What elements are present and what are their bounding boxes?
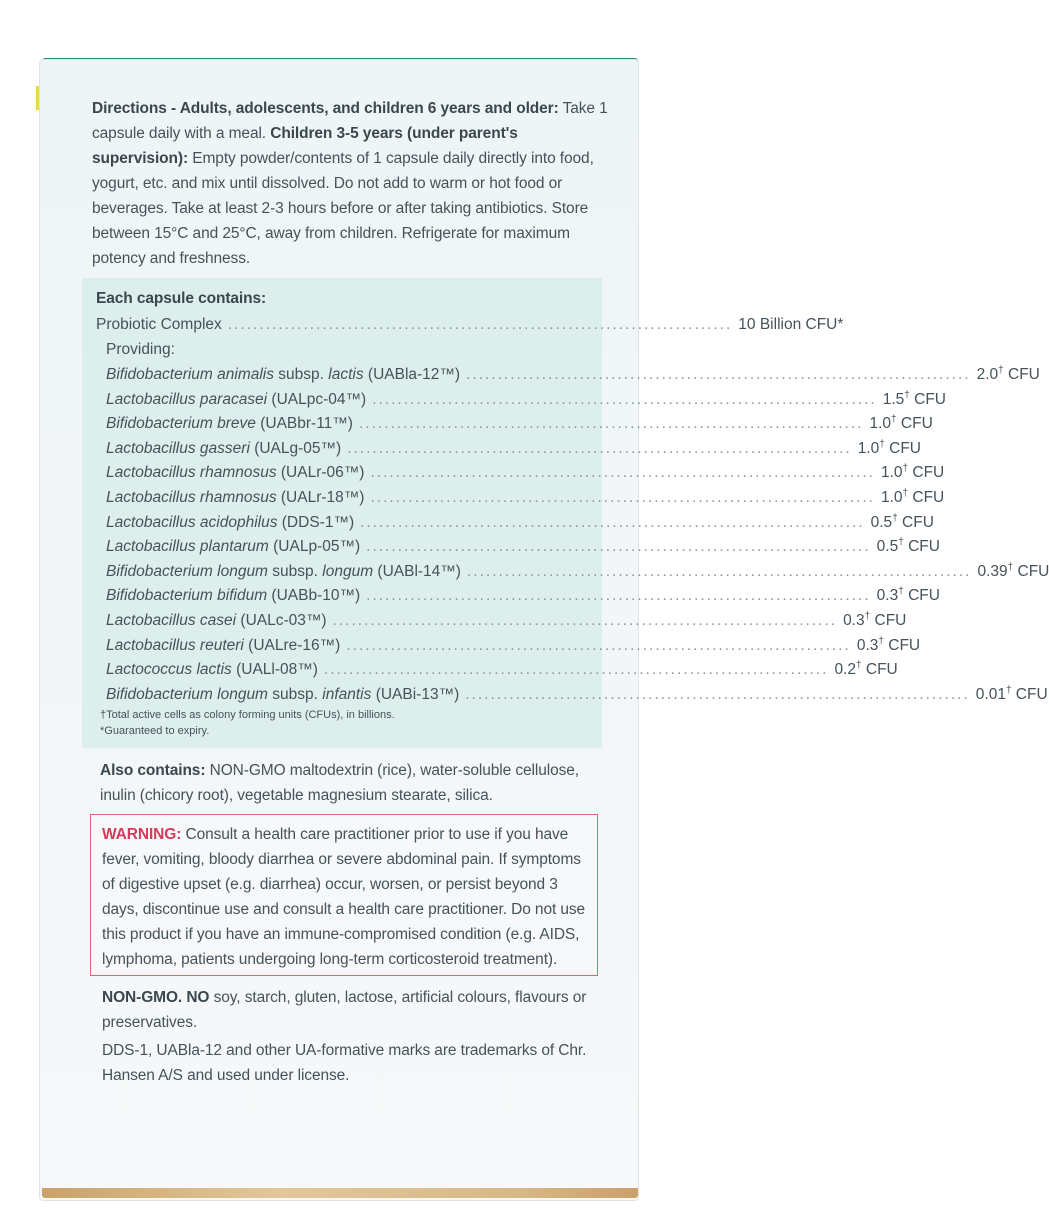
strain-value-unit: CFU — [870, 612, 907, 629]
strain-value-unit: CFU — [884, 439, 922, 457]
non-gmo-label: NON-GMO. NO — [102, 989, 210, 1006]
dagger-mark: † — [902, 463, 909, 475]
strain-value-number: 0.3 — [876, 587, 899, 605]
strain-cfu-value — [858, 438, 921, 460]
dagger-mark: † — [998, 365, 1004, 376]
strain-species: Lactococcus lactis — [106, 661, 232, 679]
strain-name — [106, 585, 360, 607]
strain-row — [106, 512, 934, 534]
strain-code: (UALr-06™) — [276, 464, 365, 482]
strain-value-number: 0.5 — [870, 513, 893, 531]
warning-label: WARNING: — [102, 826, 182, 843]
strain-name — [106, 438, 341, 460]
probiotic-complex-value: 10 Billion CFU* — [738, 316, 844, 333]
footnote-cfu: †Total active cells as colony forming units (CFUs), in billions. — [100, 709, 395, 721]
non-gmo-block — [102, 985, 602, 1035]
strain-cfu-value — [834, 659, 897, 681]
strain-value-number: 2.0 — [976, 366, 999, 383]
strain-value-unit: CFU — [1013, 562, 1049, 580]
strain-row — [106, 389, 946, 411]
strain-row — [106, 635, 921, 657]
strain-cfu-value — [881, 462, 944, 484]
strain-species: Lactobacillus gasseri — [106, 439, 250, 457]
directions-children-heading: Children 3-5 years (under parent's supervision): — [92, 125, 518, 167]
strain-row — [106, 487, 945, 509]
strain-value-unit: CFU — [883, 636, 921, 654]
strain-code: (UABbr-11™) — [255, 415, 353, 433]
strain-value-number: 0.5 — [876, 538, 899, 556]
dagger-mark: † — [856, 660, 862, 672]
leader-dots: ................................................................................ — [332, 612, 838, 629]
strain-cfu-value — [877, 536, 940, 558]
dagger-mark: † — [898, 586, 904, 598]
strain-species: Lactobacillus acidophilus — [106, 513, 278, 531]
strain-value-unit: CFU — [861, 661, 898, 679]
strain-subspecies: infantis — [322, 685, 372, 703]
footnote-expiry: *Guaranteed to expiry. — [100, 725, 210, 737]
probiotic-complex-row — [96, 314, 844, 336]
strain-value-unit: CFU — [909, 390, 946, 408]
leader-dots: ................................................................................ — [370, 489, 875, 506]
strain-species: Bifidobacterium animalis — [106, 366, 274, 383]
leader-dots: ................................................................................ — [465, 685, 970, 703]
strain-value-unit: CFU — [908, 489, 945, 506]
strain-cfu-value — [881, 487, 944, 509]
strain-cfu-value — [843, 610, 906, 632]
dagger-mark: † — [878, 635, 884, 647]
strain-name — [106, 364, 460, 386]
strain-code: (UABb-10™) — [267, 587, 361, 605]
leader-dots: ................................................................................ — [347, 439, 852, 457]
leader-dots: ................................................................................ — [346, 636, 851, 654]
strain-row — [106, 536, 940, 558]
dagger-mark: † — [1007, 561, 1014, 573]
strain-cfu-value — [977, 561, 1049, 583]
strain-value-unit: CFU — [897, 513, 934, 531]
dagger-mark: † — [879, 438, 885, 450]
leader-dots: ................................................................................ — [227, 316, 733, 333]
dagger-mark: † — [904, 389, 910, 401]
strain-species: Bifidobacterium breve — [106, 415, 256, 433]
strain-species: Lactobacillus rhamnosus — [106, 464, 277, 482]
strain-value-number: 0.3 — [843, 612, 865, 629]
strain-value-unit: CFU — [1011, 685, 1048, 703]
strain-code: (UALg-05™) — [249, 439, 342, 457]
strain-species: Bifidobacterium longum — [106, 562, 268, 580]
strain-value-number: 0.39 — [977, 562, 1008, 580]
dagger-mark: † — [898, 537, 904, 549]
strain-name — [106, 487, 364, 509]
strain-species: Lactobacillus reuteri — [106, 636, 244, 654]
strain-row — [106, 438, 922, 460]
box-bottom-edge — [42, 1188, 638, 1198]
strain-cfu-value — [869, 413, 932, 435]
strain-species: Bifidobacterium longum — [106, 685, 268, 703]
providing-label: Providing: — [106, 341, 175, 358]
strain-species: Bifidobacterium bifidum — [106, 587, 268, 605]
strain-value-unit: CFU — [896, 415, 933, 433]
warning-block — [102, 822, 592, 972]
strain-row — [106, 462, 945, 484]
dagger-mark: † — [902, 488, 909, 499]
strain-subspecies: longum — [322, 562, 374, 580]
strain-row — [106, 610, 907, 632]
strain-cfu-value — [871, 512, 934, 534]
leader-dots: ................................................................................ — [372, 390, 877, 408]
strain-name — [106, 536, 360, 558]
strain-subspecies: lactis — [328, 366, 364, 383]
strain-cfu-value — [877, 585, 940, 607]
strain-name — [106, 610, 327, 632]
strain-name — [106, 462, 364, 484]
strain-value-number: 1.0 — [857, 439, 880, 457]
strain-name — [106, 389, 366, 411]
dagger-mark: † — [892, 512, 898, 524]
strain-species: Lactobacillus rhamnosus — [106, 489, 277, 506]
strain-row — [106, 585, 940, 607]
strain-value-number: 0.2 — [834, 661, 856, 679]
strain-code: (UABla-12™) — [363, 366, 461, 383]
ingredients-heading: Each capsule contains: — [96, 290, 267, 307]
strain-cfu-value — [883, 389, 946, 411]
strain-value-number: 1.5 — [882, 390, 905, 408]
strain-subsp-text: subsp. — [267, 562, 323, 580]
strain-cfu-value — [977, 364, 1040, 386]
non-gmo-text: soy, starch, gluten, lactose, artificial colours, flavours or preservatives. — [102, 989, 587, 1031]
strain-cfu-value — [857, 635, 920, 657]
strain-name — [106, 684, 459, 706]
leader-dots: ................................................................................ — [370, 464, 875, 482]
strain-code: (UALc-03™) — [236, 612, 327, 629]
strain-value-number: 0.01 — [975, 685, 1006, 703]
also-contains-block — [100, 758, 600, 808]
strain-code: (UALre-16™) — [243, 636, 341, 654]
strain-code: (UALl-08™) — [231, 661, 318, 679]
directions-block — [92, 96, 612, 271]
warning-text: Consult a health care practitioner prior to use if you have fever, vomiting, bloody diarrhea or severe abdominal pain. If symptoms of digestive upset (e.g. diarrhea) occur, worsen, or persist beyond 3 days, discontinue use and consult a health care practitioner. Do not use this product if you have an immune-compromised condition (e.g. AIDS, lymphoma, patients undergoing long-term corticosteroid treatment). — [102, 826, 586, 968]
leader-dots: ................................................................................ — [366, 587, 871, 605]
strain-name — [106, 561, 461, 583]
strain-code: (UALpc-04™) — [267, 390, 367, 408]
strain-subsp-text: subsp. — [274, 366, 329, 383]
also-contains-label: Also contains: — [100, 762, 206, 779]
strain-value-number: 1.0 — [880, 489, 903, 506]
strain-value-unit: CFU — [903, 538, 940, 556]
leader-dots: ................................................................................ — [466, 366, 971, 383]
strain-name — [106, 659, 318, 681]
strain-value-number: 1.0 — [869, 415, 892, 433]
strain-subsp-text: subsp. — [267, 685, 323, 703]
strain-value-unit: CFU — [908, 464, 945, 482]
strain-name — [106, 635, 340, 657]
strain-value-number: 1.0 — [880, 464, 903, 482]
strain-name — [106, 413, 353, 435]
leader-dots: ................................................................................ — [323, 661, 829, 679]
directions-text-adults: Take 1 capsule daily with a meal. — [92, 100, 608, 142]
strain-code: (UALr-18™) — [276, 489, 365, 506]
trademark-notice: DDS-1, UABla-12 and other UA-formative marks are trademarks of Chr. Hansen A/S and used under license. — [102, 1042, 587, 1084]
strain-species: Lactobacillus casei — [106, 612, 237, 629]
strain-cfu-value — [976, 684, 1048, 706]
leader-dots: ................................................................................ — [366, 538, 871, 556]
strain-code: (UABl-14™) — [373, 562, 461, 580]
leader-dots: ................................................................................ — [358, 415, 864, 433]
probiotic-complex-name: Probiotic Complex — [96, 316, 222, 333]
strain-row — [106, 659, 898, 681]
strain-value-unit: CFU — [903, 587, 940, 605]
providing-row — [106, 339, 580, 361]
strain-row — [106, 413, 933, 435]
strain-species: Lactobacillus plantarum — [106, 538, 269, 556]
strain-species: Lactobacillus paracasei — [106, 390, 268, 408]
strain-row — [106, 561, 1049, 583]
strain-row — [106, 364, 1040, 386]
strain-value-number: 0.3 — [856, 636, 879, 654]
strain-value-unit: CFU — [1003, 366, 1040, 383]
strain-code: (UABi-13™) — [371, 685, 460, 703]
directions-heading: Directions - Adults, adolescents, and children 6 years and older: — [92, 100, 559, 117]
strain-row — [106, 684, 1048, 706]
leader-dots: ................................................................................ — [466, 562, 972, 580]
strain-code: (UALp-05™) — [268, 538, 361, 556]
dagger-mark: † — [1005, 684, 1012, 696]
strain-code: (DDS-1™) — [277, 513, 355, 531]
also-contains-text: NON-GMO maltodextrin (rice), water-soluble cellulose, inulin (chicory root), vegetable magnesium stearate, silica. — [100, 762, 579, 804]
leader-dots: ................................................................................ — [360, 513, 865, 531]
directions-text-children: Empty powder/contents of 1 capsule daily directly into food, yogurt, etc. and mix until dissolved. Do not add to warm or hot food or beverages. Take at least 2-3 hours before or after taking antibiotics. Store between 15°C and 25°C, away from children. Refrigerate for maximum potency and freshness. — [92, 150, 594, 267]
strain-name — [106, 512, 354, 534]
dagger-mark: † — [891, 414, 897, 426]
dagger-mark: † — [864, 611, 871, 622]
